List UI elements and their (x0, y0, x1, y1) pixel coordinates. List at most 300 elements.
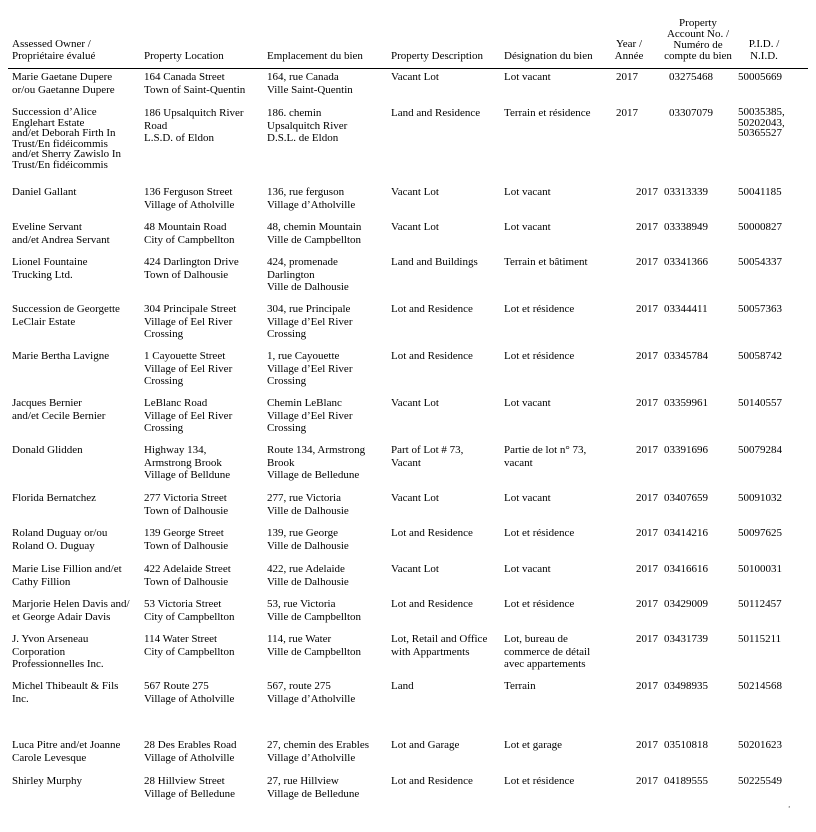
owner-line: Marie Gaetane Dupere (12, 71, 113, 83)
location-en-line: Village of Belldune (144, 469, 231, 481)
cell-location-en (144, 739, 237, 764)
cell-location-fr (267, 444, 365, 482)
location-en-line: City of Campbellton (144, 233, 235, 246)
header-account-l1: Property (679, 17, 717, 29)
header-account-l4: compte du bien (664, 50, 732, 62)
description-fr-line: Lot et résidence (504, 775, 575, 787)
cell-location-en (144, 397, 232, 435)
location-en-line: 136 Ferguson Street (144, 186, 233, 198)
description-en-line: Vacant Lot (391, 71, 439, 83)
location-en-line: 422 Adelaide Street (144, 563, 231, 575)
cell-description-fr (504, 71, 551, 84)
cell-pid (738, 71, 782, 84)
owner-line: Roland Duguay or/ou (12, 527, 108, 539)
cell-owner (12, 563, 122, 588)
location-fr-line: 422, rue Adelaide (267, 563, 345, 575)
cell-location-en (144, 107, 244, 145)
description-en-line: Lot and Residence (391, 303, 473, 315)
tax-sale-table (8, 0, 808, 832)
description-en-line: with Appartments (391, 645, 470, 658)
location-en-line: 186 Upsalquitch River (144, 107, 244, 119)
location-en-line: Crossing (144, 375, 184, 387)
location-fr-line: Upsalquitch River (267, 119, 348, 132)
owner-line: Donald Glidden (12, 444, 83, 456)
location-en-line: 28 Hillview Street (144, 775, 225, 787)
owner-line: and/et Andrea Servant (12, 233, 110, 246)
cell-owner (12, 397, 105, 422)
header-year-fr: Année (614, 50, 644, 62)
location-en-line: Highway 134, (144, 444, 207, 456)
location-fr-line: Village d’Atholville (267, 751, 356, 764)
cell-description-fr (504, 256, 588, 269)
pid-line: 50225549 (738, 775, 782, 787)
location-en-line: 277 Victoria Street (144, 492, 227, 504)
cell-owner (12, 739, 120, 764)
location-en-line: Crossing (144, 422, 184, 434)
owner-line: Shirley Murphy (12, 775, 82, 787)
owner-line: Trust/En fidéicommis (12, 158, 108, 171)
cell-description-fr (504, 775, 574, 788)
header-owner-en: Assessed Owner / (12, 38, 91, 50)
cell-year: 2017 (616, 107, 638, 119)
owner-line: and/et Sherry Zawislo In (12, 148, 122, 160)
description-fr-line: Lot et garage (504, 739, 563, 751)
owner-line: or/ou Gaetanne Dupere (12, 83, 115, 96)
cell-location-en (144, 303, 236, 341)
page-corner-mark: ʳ (788, 804, 790, 812)
description-fr-line: Terrain (504, 680, 536, 692)
cell-location-en (144, 527, 228, 552)
cell-pid (738, 492, 782, 505)
cell-location-fr (267, 256, 349, 294)
location-fr-line: Route 134, Armstrong (267, 444, 366, 456)
location-fr-line: 1, rue Cayouette (267, 350, 340, 362)
description-en-line: Lot and Residence (391, 598, 473, 610)
cell-account: 03407659 (664, 492, 708, 504)
cell-pid (738, 221, 782, 234)
cell-owner (12, 186, 76, 199)
cell-location-fr (267, 633, 361, 658)
cell-location-en (144, 775, 235, 800)
cell-account: 03510818 (664, 739, 708, 751)
cell-description-fr (504, 444, 586, 469)
description-fr-line: Lot vacant (504, 397, 551, 409)
location-fr-line: Crossing (267, 375, 307, 387)
cell-year: 2017 (636, 775, 658, 787)
cell-year: 2017 (636, 256, 658, 268)
cell-location-en (144, 633, 234, 658)
description-en-line: Lot and Residence (391, 350, 473, 362)
cell-year: 2017 (636, 527, 658, 539)
cell-owner (12, 107, 121, 170)
cell-year: 2017 (636, 492, 658, 504)
description-en-line: Vacant Lot (391, 492, 439, 504)
cell-account: 03414216 (664, 527, 708, 539)
cell-owner (12, 444, 83, 457)
cell-description-fr (504, 350, 574, 363)
owner-line: Marjorie Helen Davis and/ (12, 598, 130, 610)
cell-location-en (144, 563, 231, 588)
cell-account: 03431739 (664, 633, 708, 645)
owner-line: Inc. (12, 692, 29, 705)
cell-year: 2017 (616, 71, 638, 83)
owner-line: Marie Bertha Lavigne (12, 350, 110, 362)
owner-line: and/et Cecile Bernier (12, 409, 106, 422)
location-fr-line: Ville de Campbellton (267, 645, 362, 658)
description-fr-line: Lot et résidence (504, 527, 575, 539)
cell-description-en (391, 107, 480, 120)
location-fr-line: 164, rue Canada (267, 71, 339, 83)
location-fr-line: Village d’Atholville (267, 198, 356, 211)
cell-pid (738, 775, 782, 788)
location-fr-line: Crossing (267, 422, 307, 434)
cell-description-en (391, 598, 473, 611)
location-fr-line: Village d’Eel River (267, 315, 353, 328)
cell-location-en (144, 71, 245, 96)
description-en-line: Lot and Garage (391, 739, 460, 751)
location-fr-line: 48, chemin Mountain (267, 221, 362, 233)
pid-line: 50091032 (738, 492, 782, 504)
location-fr-line: Brook (267, 456, 295, 469)
pid-line: 50035385, (738, 106, 785, 118)
cell-description-fr (504, 527, 574, 540)
location-en-line: 304 Principale Street (144, 303, 237, 315)
description-en-line: Vacant Lot (391, 397, 439, 409)
header-location-fr: Emplacement du bien (267, 50, 363, 62)
cell-owner (12, 492, 96, 505)
owner-line: Eveline Servant (12, 221, 82, 233)
cell-description-fr (504, 303, 574, 316)
location-en-line: Town of Dalhousie (144, 539, 229, 552)
description-en-line: Lot, Retail and Office (391, 633, 488, 645)
cell-account: 03345784 (664, 350, 708, 362)
location-en-line: Town of Dalhousie (144, 268, 229, 281)
location-en-line: Town of Dalhousie (144, 504, 229, 517)
description-en-line: Land (391, 680, 414, 692)
pid-line: 50214568 (738, 680, 782, 692)
cell-location-en (144, 186, 234, 211)
location-fr-line: 27, chemin des Erables (267, 739, 370, 751)
location-en-line: Village of Atholville (144, 198, 235, 211)
location-fr-line: 53, rue Victoria (267, 598, 336, 610)
pid-line: 50201623 (738, 739, 782, 751)
header-pid-fr: N.I.D. (750, 50, 778, 62)
cell-location-en (144, 444, 230, 482)
header-description-fr: Désignation du bien (504, 50, 593, 62)
location-en-line: 1 Cayouette Street (144, 350, 226, 362)
location-fr-line: 139, rue George (267, 527, 338, 539)
cell-description-fr (504, 492, 551, 505)
cell-account: 03344411 (664, 303, 708, 315)
pid-line: 50079284 (738, 444, 782, 456)
owner-line: Trust/En fidéicommis (12, 137, 108, 150)
location-en-line: 164 Canada Street (144, 71, 225, 83)
description-fr-line: Lot et résidence (504, 350, 575, 362)
cell-owner (12, 256, 87, 281)
header-description-en: Property Description (391, 50, 483, 62)
cell-description-en (391, 186, 439, 199)
cell-description-en (391, 303, 473, 316)
description-fr-line: Lot vacant (504, 221, 551, 233)
header-pid (736, 38, 792, 62)
cell-location-fr (267, 598, 361, 623)
description-fr-line: Lot vacant (504, 71, 551, 83)
location-en-line: Crossing (144, 328, 184, 340)
pid-line: 50097625 (738, 527, 782, 539)
pid-line: 50140557 (738, 397, 782, 409)
cell-pid (738, 563, 782, 576)
location-fr-line: Ville de Dalhousie (267, 539, 349, 552)
description-en-line: Lot and Residence (391, 527, 473, 539)
location-fr-line: Ville de Campbellton (267, 233, 362, 246)
description-fr-line: Terrain et résidence (504, 107, 591, 119)
header-account-l2: Account No. / (666, 28, 729, 40)
cell-location-fr (267, 775, 359, 800)
owner-line: J. Yvon Arseneau (12, 633, 89, 645)
cell-location-en (144, 492, 228, 517)
owner-line: Michel Thibeault & Fils (12, 680, 119, 692)
cell-location-fr (267, 303, 352, 341)
location-en-line: L.S.D. of Eldon (144, 132, 214, 144)
location-fr-line: 424, promenade (267, 256, 338, 268)
owner-line: Succession d’Alice (12, 106, 97, 118)
location-en-line: 53 Victoria Street (144, 598, 222, 610)
owner-line: Succession de Georgette (12, 303, 120, 315)
pid-line: 50115211 (738, 633, 782, 645)
cell-location-fr (267, 739, 369, 764)
cell-description-en (391, 739, 459, 752)
header-account-l3: Numéro de (673, 39, 723, 51)
pid-line: 50100031 (738, 563, 782, 575)
cell-description-fr (504, 739, 562, 752)
cell-location-fr (267, 221, 361, 246)
location-fr-line: Darlington (267, 268, 315, 281)
location-fr-line: D.S.L. de Eldon (267, 132, 339, 144)
cell-description-en (391, 350, 473, 363)
location-fr-line: 136, rue ferguson (267, 186, 345, 198)
owner-line: Corporation (12, 645, 66, 658)
location-en-line: City of Campbellton (144, 610, 235, 623)
cell-account: 03416616 (664, 563, 708, 575)
header-year (608, 38, 650, 62)
description-en-line: Vacant Lot (391, 563, 439, 575)
owner-line: and/et Deborah Firth In (12, 127, 116, 139)
location-en-line: Village of Atholville (144, 692, 235, 705)
cell-description-en (391, 444, 463, 469)
cell-description-en (391, 221, 439, 234)
owner-line: et George Adair Davis (12, 610, 111, 623)
pid-line: 50000827 (738, 221, 782, 233)
cell-year: 2017 (636, 350, 658, 362)
owner-line: Cathy Fillion (12, 575, 71, 588)
cell-location-fr (267, 107, 347, 145)
cell-location-fr (267, 186, 355, 211)
description-fr-line: vacant (504, 456, 533, 469)
cell-description-en (391, 633, 487, 658)
cell-pid (738, 256, 782, 269)
cell-description-fr (504, 107, 591, 120)
cell-description-fr (504, 563, 551, 576)
cell-description-fr (504, 598, 574, 611)
cell-description-en (391, 775, 473, 788)
cell-description-en (391, 397, 439, 410)
cell-pid (738, 680, 782, 693)
cell-owner (12, 633, 104, 671)
owner-line: Englehart Estate (12, 116, 85, 129)
location-fr-line: Village de Belledune (267, 787, 360, 800)
header-owner-fr: Propriétaire évalué (12, 50, 96, 62)
location-fr-line: Ville de Campbellton (267, 610, 362, 623)
cell-year: 2017 (636, 680, 658, 692)
cell-account: 03341366 (664, 256, 708, 268)
location-fr-line: Chemin LeBlanc (267, 397, 342, 409)
location-fr-line: Village d’Atholville (267, 692, 356, 705)
cell-location-en (144, 598, 234, 623)
cell-pid (738, 186, 782, 199)
location-en-line: Village of Atholville (144, 751, 235, 764)
description-fr-line: Partie de lot n° 73, (504, 444, 587, 456)
cell-location-en (144, 680, 234, 705)
description-en-line: Vacant Lot (391, 221, 439, 233)
owner-line: Daniel Gallant (12, 186, 77, 198)
header-account (654, 18, 742, 62)
cell-year: 2017 (636, 598, 658, 610)
cell-owner (12, 71, 115, 96)
location-en-line: Village of Eel River (144, 315, 233, 328)
cell-location-en (144, 256, 239, 281)
cell-account: 03391696 (664, 444, 708, 456)
location-fr-line: Ville de Dalhousie (267, 504, 349, 517)
cell-year: 2017 (636, 186, 658, 198)
cell-location-fr (267, 71, 353, 96)
location-fr-line: 186. chemin (267, 107, 322, 119)
location-fr-line: Village de Belledune (267, 469, 360, 481)
owner-line: Trucking Ltd. (12, 268, 73, 281)
owner-line: Carole Levesque (12, 751, 87, 764)
description-fr-line: avec appartements (504, 658, 586, 670)
location-fr-line: 567, route 275 (267, 680, 331, 692)
cell-description-fr (504, 680, 536, 693)
description-fr-line: Lot vacant (504, 186, 551, 198)
cell-location-fr (267, 527, 349, 552)
cell-pid (738, 350, 782, 363)
description-en-line: Lot and Residence (391, 775, 473, 787)
location-en-line: Village of Eel River (144, 409, 233, 422)
cell-account: 03429009 (664, 598, 708, 610)
description-fr-line: commerce de détail (504, 645, 591, 658)
pid-line: 50202043, (738, 116, 785, 129)
pid-line: 50054337 (738, 256, 782, 268)
location-en-line: Armstrong Brook (144, 456, 222, 469)
header-year-en: Year / (615, 38, 643, 50)
owner-line: Professionnelles Inc. (12, 658, 104, 670)
location-en-line: Road (144, 119, 168, 132)
cell-pid (738, 303, 782, 316)
cell-description-en (391, 680, 414, 693)
pid-line: 50058742 (738, 350, 782, 362)
owner-line: Luca Pitre and/et Joanne (12, 739, 121, 751)
pid-line: 50041185 (738, 186, 782, 198)
cell-account: 03338949 (664, 221, 708, 233)
cell-owner (12, 680, 118, 705)
cell-owner (12, 350, 109, 363)
cell-owner (12, 527, 107, 552)
header-owner (12, 38, 95, 62)
description-fr-line: Terrain et bâtiment (504, 256, 588, 268)
cell-owner (12, 303, 120, 328)
location-en-line: 48 Mountain Road (144, 221, 227, 233)
cell-owner (12, 598, 130, 623)
cell-description-en (391, 563, 439, 576)
location-en-line: Village of Belledune (144, 787, 235, 800)
location-fr-line: Crossing (267, 328, 307, 340)
cell-year: 2017 (636, 444, 658, 456)
description-fr-line: Lot et résidence (504, 598, 575, 610)
pid-line: 50005669 (738, 71, 782, 83)
cell-account: 04189555 (664, 775, 708, 787)
header-location-en: Property Location (144, 50, 224, 62)
location-en-line: 28 Des Erables Road (144, 739, 237, 751)
location-en-line: Town of Saint-Quentin (144, 83, 246, 96)
location-fr-line: Ville de Dalhousie (267, 575, 349, 588)
owner-line: Lionel Fountaine (12, 256, 88, 268)
location-en-line: 114 Water Street (144, 633, 218, 645)
description-en-line: Part of Lot # 73, (391, 444, 464, 456)
cell-description-fr (504, 633, 590, 671)
owner-line: Florida Bernatchez (12, 492, 96, 504)
location-fr-line: 277, rue Victoria (267, 492, 341, 504)
cell-pid (738, 107, 785, 139)
description-fr-line: Lot, bureau de (504, 633, 568, 645)
location-en-line: 424 Darlington Drive (144, 256, 239, 268)
description-en-line: Vacant (391, 456, 421, 469)
pid-line: 50365527 (738, 127, 782, 139)
location-fr-line: 114, rue Water (267, 633, 332, 645)
owner-line: Jacques Bernier (12, 397, 82, 409)
cell-location-fr (267, 397, 352, 435)
cell-account: 03307079 (669, 107, 713, 119)
location-en-line: LeBlanc Road (144, 397, 208, 409)
cell-year: 2017 (636, 303, 658, 315)
cell-location-fr (267, 492, 349, 517)
cell-location-en (144, 350, 232, 388)
description-en-line: Vacant Lot (391, 186, 439, 198)
owner-line: Marie Lise Fillion and/et (12, 563, 122, 575)
location-en-line: Town of Dalhousie (144, 575, 229, 588)
cell-owner (12, 775, 82, 788)
cell-location-fr (267, 563, 349, 588)
location-fr-line: Village d’Eel River (267, 409, 353, 422)
description-fr-line: Lot vacant (504, 563, 551, 575)
owner-line: LeClair Estate (12, 315, 76, 328)
pid-line: 50057363 (738, 303, 782, 315)
cell-description-fr (504, 186, 551, 199)
location-en-line: Village of Eel River (144, 362, 233, 375)
location-fr-line: Ville Saint-Quentin (267, 83, 353, 96)
cell-year: 2017 (636, 633, 658, 645)
cell-account: 03359961 (664, 397, 708, 409)
cell-year: 2017 (636, 739, 658, 751)
cell-pid (738, 739, 782, 752)
location-fr-line: 304, rue Principale (267, 303, 351, 315)
cell-location-en (144, 221, 234, 246)
pid-line: 50112457 (738, 598, 782, 610)
cell-account: 03275468 (669, 71, 713, 83)
cell-year: 2017 (636, 397, 658, 409)
owner-line: Roland O. Duguay (12, 539, 95, 552)
cell-description-en (391, 71, 439, 84)
location-fr-line: 27, rue Hillview (267, 775, 339, 787)
